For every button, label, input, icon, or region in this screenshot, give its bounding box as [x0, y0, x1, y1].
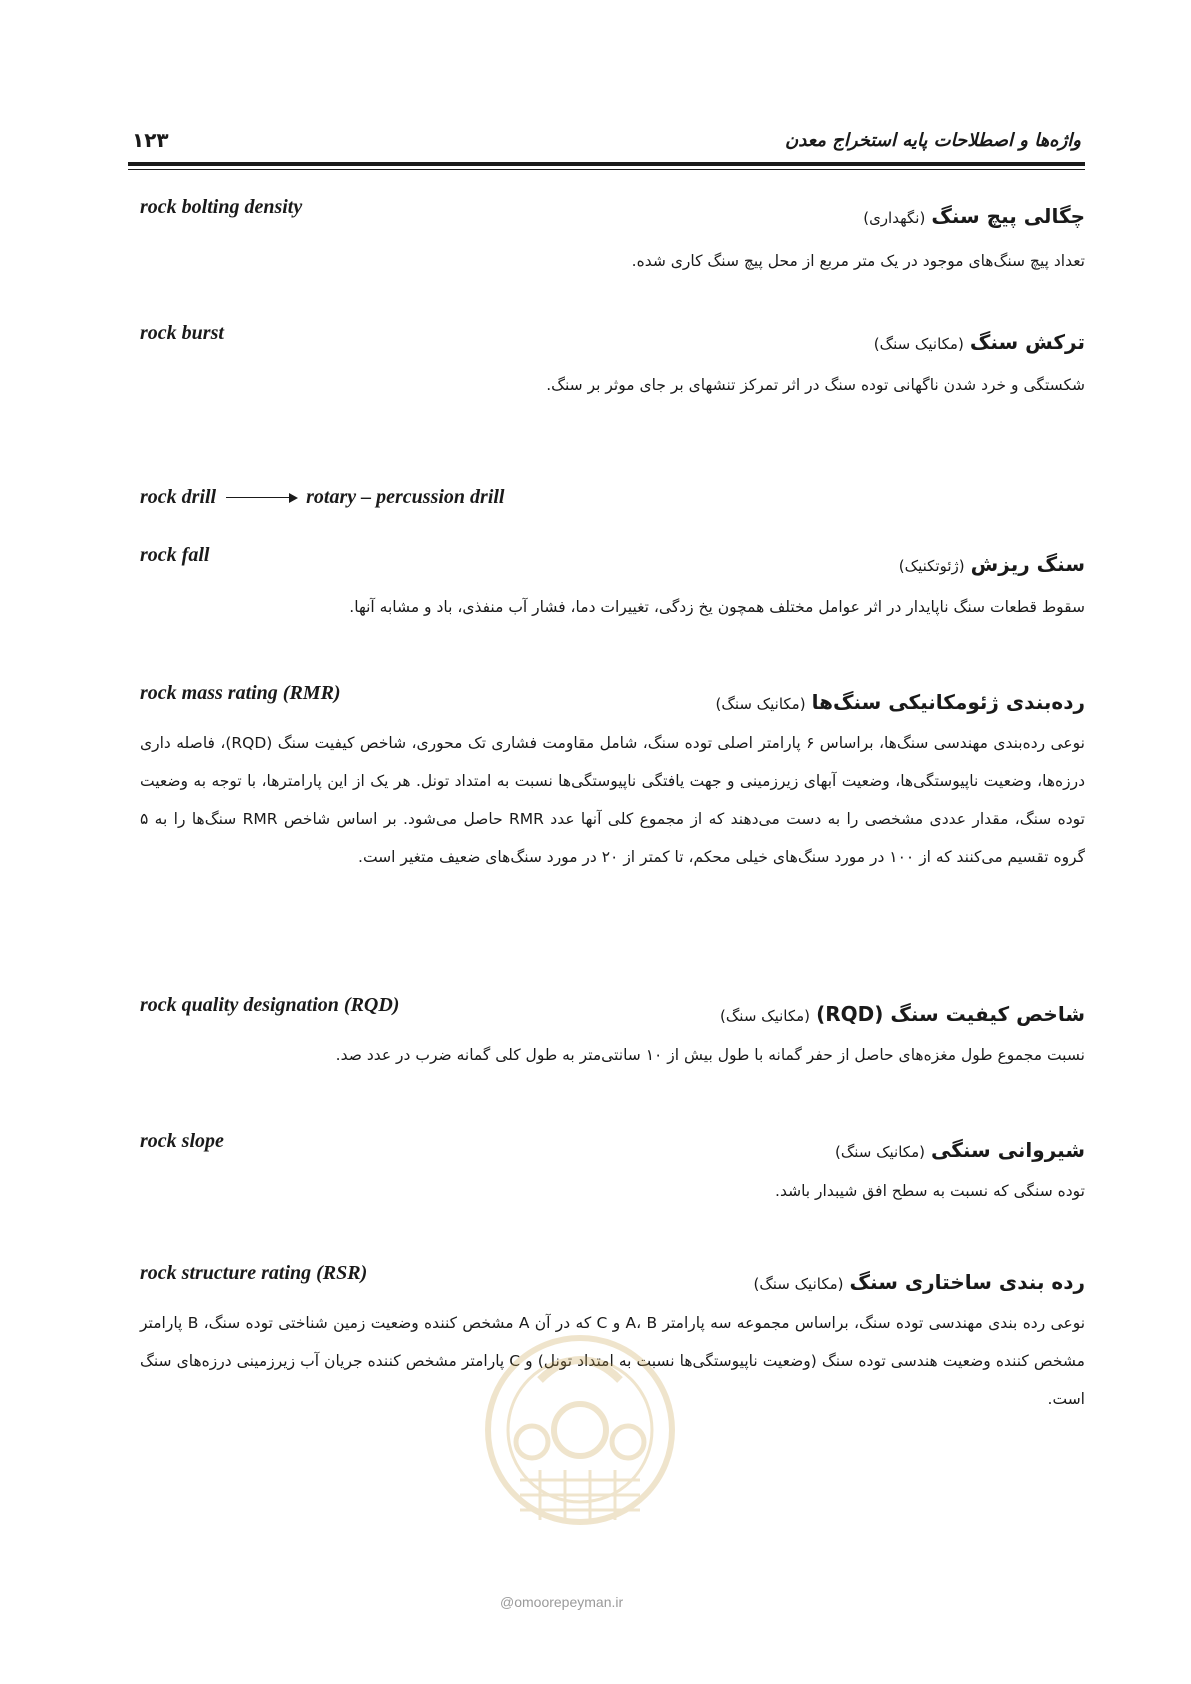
- subject-field: (نگهداری): [863, 209, 926, 227]
- subject-field: (مکانیک سنگ): [720, 1007, 811, 1025]
- cross-ref-from: rock drill: [140, 486, 217, 508]
- subject-field: (مکانیک سنگ): [834, 1143, 925, 1161]
- cross-ref-to: rotary – percussion drill: [306, 486, 505, 508]
- subject-field: (مکانیک سنگ): [715, 695, 806, 713]
- watermark-seal-icon: [480, 1320, 680, 1580]
- page-header: [128, 118, 1085, 174]
- persian-heading: [863, 204, 1085, 228]
- english-term: rock burst: [140, 322, 224, 344]
- definition: نسبت مجموع طول مغزه‌های حاصل از حفر گمانه با طول بیش از ۱۰ سانتی‌متر به طول کلی گمانه ضرب در عدد صد.: [335, 1046, 1085, 1064]
- book-title: واژه‌ها و اصطلاحات پایه استخراج معدن: [785, 130, 1081, 151]
- subject-field: (مکانیک سنگ): [753, 1275, 844, 1293]
- persian-term: چگالی پیچ سنگ: [931, 204, 1085, 228]
- persian-heading: [720, 1002, 1085, 1026]
- persian-heading: [899, 552, 1085, 576]
- persian-term: شیروانی سنگی: [931, 1138, 1085, 1162]
- subject-field: (ژئوتکنیک): [898, 557, 965, 575]
- english-term: rock mass rating (RMR): [140, 682, 341, 704]
- definition: نوعی رده‌بندی مهندسی سنگ‌ها، براساس ۶ پارامتر اصلی توده سنگ، شامل مقاومت فشاری تک محوری، شاخص کیفیت سنگ (RQD)، فاصله داری درزه‌ها، وضعیت ناپیوستگی‌ها، وضعیت آبهای زیرزمینی و جهت یافتگی ناپیوستگی‌ها نسبت به امتداد تونل. هر یک از این پارامترها، با توجه به وضعیت توده سنگ، مقدار عددی مشخصی را به دست می‌دهند که از مجموع کلی آنها عدد RMR حاصل می‌شود. بر اساس شاخص RMR سنگ‌ها را به ۵ گروه تقسیم می‌کنند که از ۱۰۰ در مورد سنگ‌های خیلی محکم، تا کمتر از ۲۰ در مورد سنگ‌های ضعیف متغیر است.: [140, 734, 1086, 866]
- cross-reference: [140, 486, 504, 509]
- persian-term: سنگ ریزش: [970, 552, 1085, 576]
- header-rule-thin: [128, 169, 1085, 170]
- definition: تعداد پیچ سنگ‌های موجود در یک متر مربع از محل پیچ سنگ کاری شده.: [631, 252, 1085, 270]
- persian-term: ترکش سنگ: [969, 330, 1085, 354]
- arrow-right-icon: [226, 497, 296, 499]
- definition: شکستگی و خرد شدن ناگهانی توده سنگ در اثر تمرکز تنشهای بر جای موثر بر سنگ.: [546, 376, 1085, 394]
- persian-heading: [874, 330, 1085, 354]
- persian-term: شاخص کیفیت سنگ (RQD): [816, 1002, 1085, 1026]
- header-rule-thick: [128, 162, 1085, 166]
- persian-heading: [753, 1270, 1085, 1294]
- subject-field: (مکانیک سنگ): [873, 335, 964, 353]
- english-term: rock quality designation (RQD): [140, 994, 400, 1016]
- persian-term: رده‌بندی ژئومکانیکی سنگ‌ها: [811, 690, 1085, 714]
- english-term: rock slope: [140, 1130, 224, 1152]
- english-term: rock bolting density: [140, 196, 303, 218]
- persian-term: رده بندی ساختاری سنگ: [849, 1270, 1085, 1294]
- english-term: rock fall: [140, 544, 210, 566]
- definition: نوعی رده بندی مهندسی توده سنگ، براساس مجموعه سه پارامتر A، B و C که در آن A مشخص کننده وضعیت زمین شناختی توده سنگ، B پارامتر مشخص کننده وضعیت هندسی توده سنگ (وضعیت ناپیوستگی‌ها نسبت به امتداد تونل) و C پارامتر مشخص کننده جریان آب زیرزمینی درزه‌های سنگ است.: [140, 1314, 1086, 1408]
- persian-heading: [835, 1138, 1085, 1162]
- english-term: rock structure rating (RSR): [140, 1262, 368, 1284]
- persian-heading: [716, 690, 1085, 714]
- definition: توده سنگی که نسبت به سطح افق شیبدار باشد.: [775, 1182, 1085, 1200]
- page-number: ۱۲۳: [132, 128, 169, 152]
- definition: سقوط قطعات سنگ ناپایدار در اثر عوامل مختلف همچون یخ زدگی، تغییرات دما، فشار آب منفذی، باد و مشابه آنها.: [349, 598, 1085, 616]
- watermark-url: @omoorepeyman.ir: [500, 1594, 624, 1610]
